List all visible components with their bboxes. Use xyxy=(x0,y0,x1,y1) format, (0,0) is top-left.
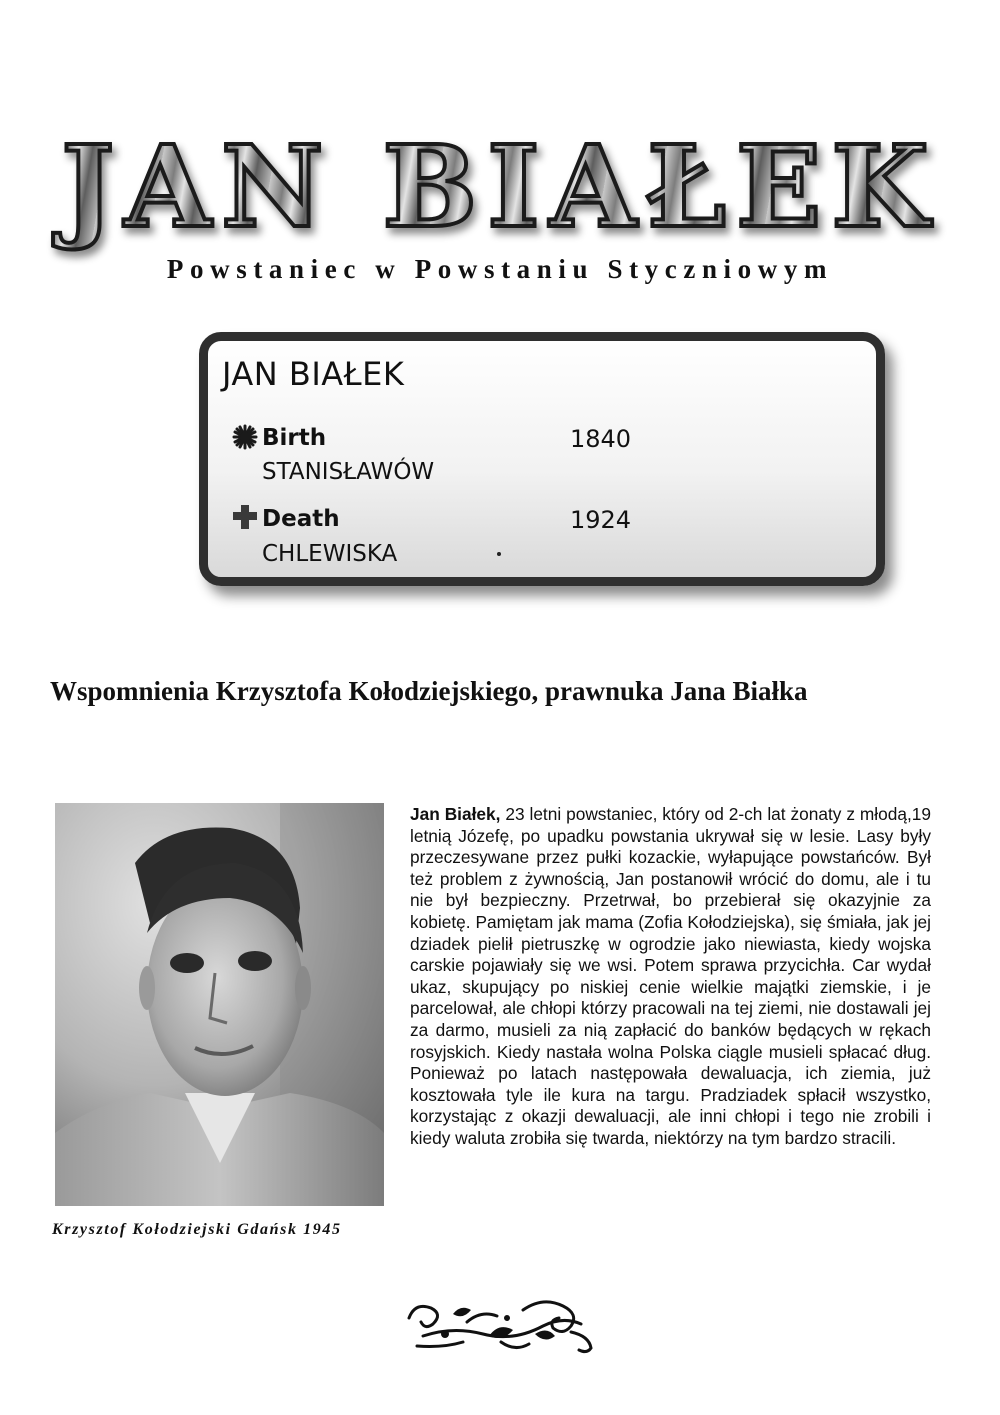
death-place: CHLEWISKA xyxy=(262,541,398,567)
death-label: Death xyxy=(262,506,340,532)
photo-caption: Krzysztof Kołodziejski Gdańsk 1945 xyxy=(52,1221,342,1238)
page-title: JAN BIAŁEK xyxy=(0,128,1000,248)
decorative-dot xyxy=(497,552,501,556)
birth-year: 1840 xyxy=(570,425,632,453)
genealogy-card xyxy=(199,332,885,586)
memoir-text xyxy=(410,804,931,1150)
cross-icon xyxy=(232,504,258,530)
memoir-heading: Wspomnienia Krzysztofa Kołodziejskiego, prawnuka Jana Białka xyxy=(50,676,808,706)
birth-label: Birth xyxy=(262,425,327,451)
portrait-photo xyxy=(55,803,384,1206)
star-burst-icon xyxy=(232,424,258,450)
death-year: 1924 xyxy=(570,506,632,534)
memoir-body: 23 letni powstaniec, który od 2-ch lat żonaty z młodą,19 letnią Józefę, po upadku powstania ukrywał się w lesie. Lasy były przeczesywane przez pułki kozackie, wyłapujące powstańców. Był też problem z żywnością, Jan postanowił wrócić do domu, ale i tu nie był bezpieczny. Przetrwał, bo przebierał się okazyjnie za kobietę. Pamiętam jak mama (Zofia Kołodziejska), się śmiała, jak jej dziadek pielił pietruszkę w ogrodzie jako niewiasta, kiedy wojska carskie pojawiały się we wsi. Potem sprawa przycichła. Car wydał ukaz, skupujący po niskiej cenie wielkie majątki ziemskie, i je parcelował, ale chłopi którzy pracowali na tej ziemi, nie dostawali jej za darmo, musieli za nią zapłacić do banków będących w rękach rosyjskich. Kiedy nastała wolna Polska ciągle musieli spłacać dług. Ponieważ po latach następowała dewaluacja, ich ziemia, już kosztowała tyle ile kura na targu. Pradziadek spłacił wszystko, korzystając z okazji dewaluacji, ale inni chłopi i tego nie zrobili i kiedy waluta zrobiła się twarda, niektórzy na tym bardzo stracili. xyxy=(410,804,931,1148)
memoir-lead: Jan Białek, xyxy=(410,804,501,824)
page-subtitle: Powstaniec w Powstaniu Styczniowym xyxy=(166,254,834,284)
birth-place: STANISŁAWÓW xyxy=(262,459,435,485)
card-person-name: JAN BIAŁEK xyxy=(222,355,405,393)
ornament-flourish-icon xyxy=(403,1296,599,1356)
